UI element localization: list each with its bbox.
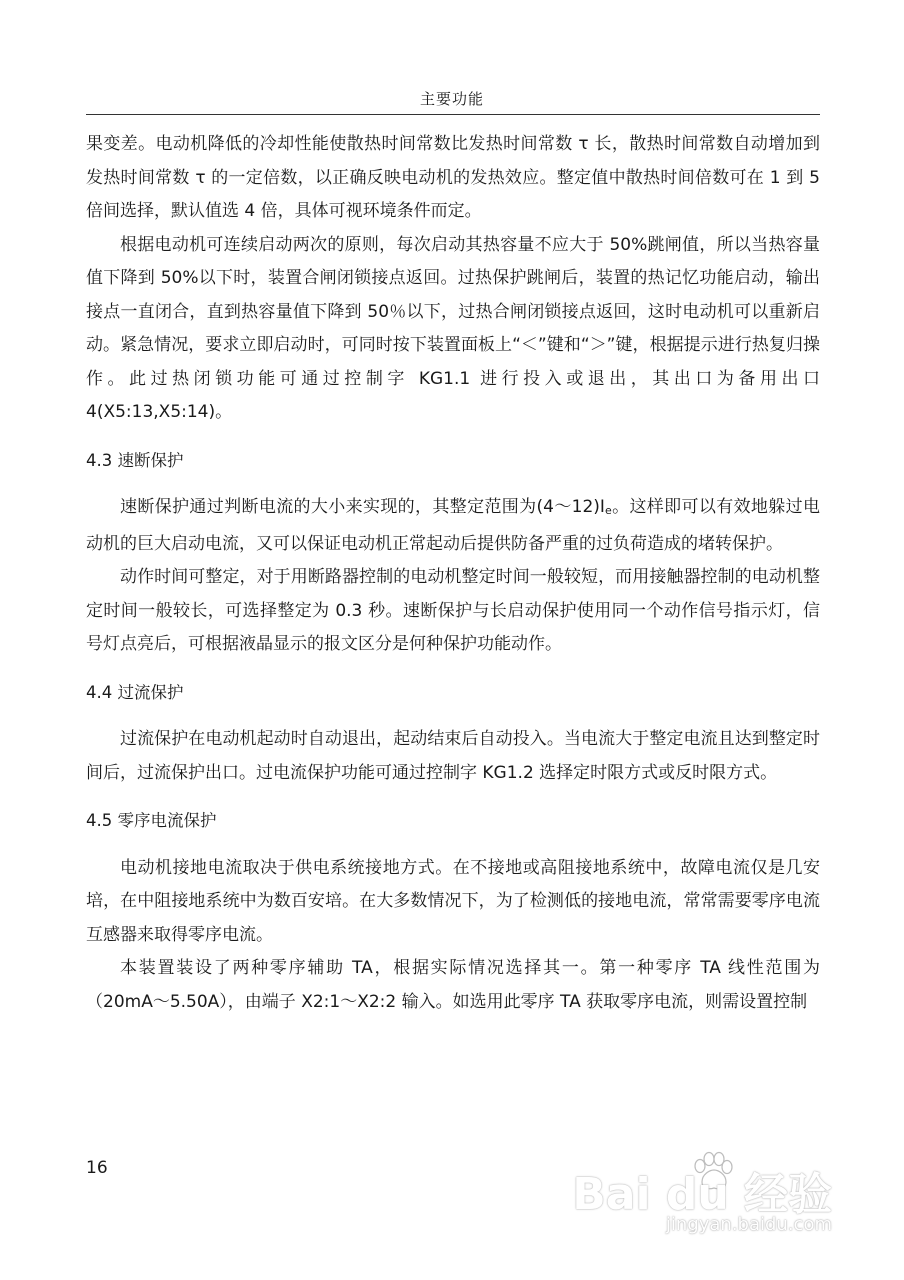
text-run: 速断保护通过判断电流的大小来实现的，其整定范围为(4～12)I xyxy=(120,497,605,517)
paragraph-overcurrent: 过流保护在电动机起动时自动退出，起动结束后自动投入。当电流大于整定电流且达到整定时间后，过流保护出口。过电流保护功能可通过控制字 KG1.2 选择定时限方式或反时限方式。 xyxy=(86,729,820,783)
document-body xyxy=(86,128,820,1019)
subscript: e xyxy=(604,504,612,517)
paragraph-continued: 果变差。电动机降低的冷却性能使散热时间常数比发热时间常数 τ 长，散热时间常数自动增加到发热时间常数 τ 的一定倍数，以正确反映电动机的发热效应。整定值中散热时间倍数可在 1 到 5 倍间选择，默认值选 4 倍，具体可视环境条件而定。 xyxy=(86,134,820,221)
section-heading-4-4: 4.4 过流保护 xyxy=(86,682,184,702)
paragraph-instantaneous-2: 动作时间可整定，对于用断路器控制的电动机整定时间一般较短，而用接触器控制的电动机整定时间一般较长，可选择整定为 0.3 秒。速断保护与长启动保护使用同一个动作信号指示灯，信号灯点亮后，可根据液晶显示的报文区分是何种保护功能动作。 xyxy=(86,567,820,654)
paragraph-thermal-lockout: 根据电动机可连续启动两次的原则，每次启动其热容量不应大于 50%跳闸值，所以当热容量值下降到 50%以下时，装置合闸闭锁接点返回。过热保护跳闸后，装置的热记忆功能启动，输出接点一直闭合，直到热容量值下降到 50％以下，过热合闸闭锁接点返回，这时电动机可以重新启动。紧急情况，要求立即启动时，可同时按下装置面板上“＜”键和“＞”键，根据提示进行热复归操作。此过热闭锁功能可通过控制字 KG1.1 进行投入或退出，其出口为备用出口 4(X5:13,X5:14)。 xyxy=(86,234,820,422)
paragraph-zero-sequence-1: 电动机接地电流取决于供电系统接地方式。在不接地或高阻接地系统中，故障电流仅是几安培，在中阻接地系统中为数百安培。在大多数情况下，为了检测低的接地电流，常常需要零序电流互感器来取得零序电流。 xyxy=(86,857,820,945)
section-heading-4-5: 4.5 零序电流保护 xyxy=(86,811,217,830)
text-run: 。这样即可以有效地躲过电动机的巨大启动电流，又可以保证电动机正常起动后提供防备严重的过负荷造成的堵转保护。 xyxy=(86,497,820,554)
header-divider xyxy=(86,114,820,115)
section-heading-4-3: 4.3 速断保护 xyxy=(86,450,184,470)
paragraph-zero-sequence-2: 本装置装设了两种零序辅助 TA，根据实际情况选择其一。第一种零序 TA 线性范围为（20mA～5.50A），由端子 X2:1～X2:2 输入。如选用此零序 TA 获取零序电流，则需设置控制 xyxy=(86,958,820,1012)
watermark-brand: Bai du 经验 xyxy=(572,1169,832,1220)
watermark-url: jingyan.baidu.com xyxy=(665,1214,832,1235)
page-number: 16 xyxy=(86,1158,108,1178)
running-header: 主要功能 xyxy=(419,90,484,108)
paragraph-instantaneous-1 xyxy=(86,491,820,561)
baidu-jingyan-watermark xyxy=(572,1150,832,1260)
